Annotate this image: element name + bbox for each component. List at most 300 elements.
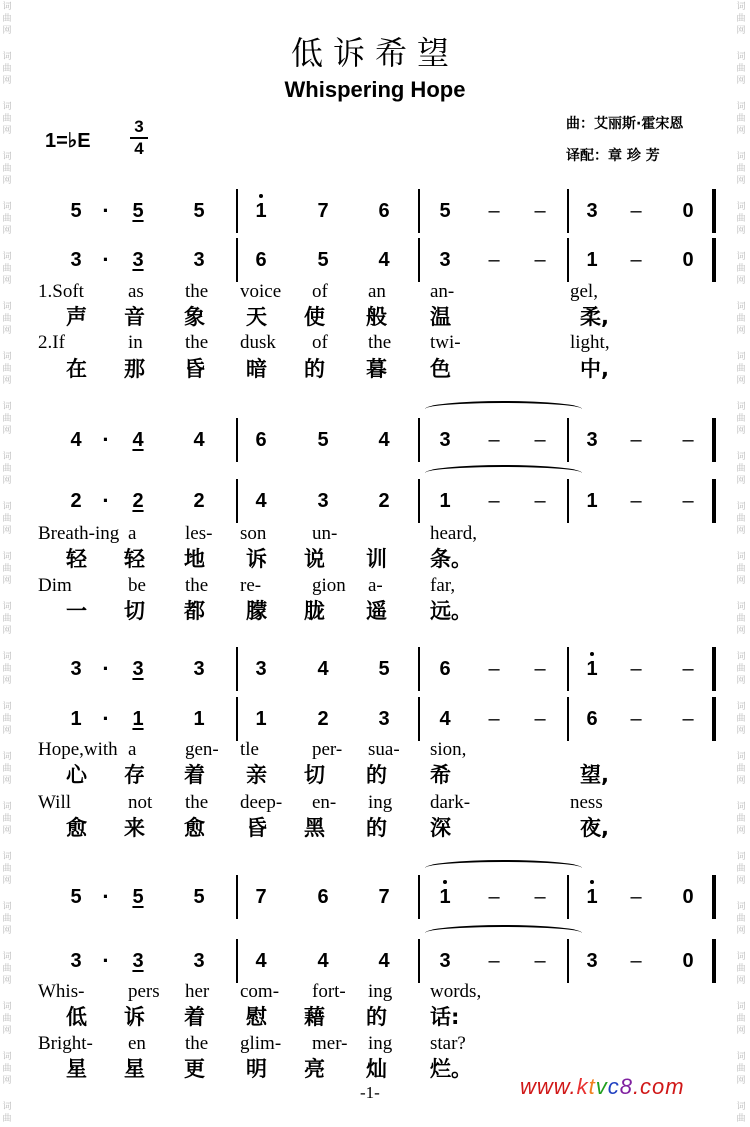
lyric-english[interactable]: a (128, 739, 137, 760)
lyric-english[interactable]: com- (240, 981, 280, 1002)
watermark-char: 网 (736, 126, 746, 136)
note[interactable]: 4 (439, 708, 451, 730)
lyric-english[interactable]: in (128, 332, 143, 353)
lyric-chinese[interactable]: 亮 (304, 1057, 325, 1081)
watermark-char: 网 (736, 576, 746, 586)
lyric-chinese[interactable]: 说 (304, 547, 325, 571)
lyric-chinese[interactable]: 暮 (366, 357, 387, 381)
lyric-chinese[interactable]: 着 (184, 1005, 205, 1029)
note[interactable]: 1 (433, 885, 457, 909)
lyric-chinese[interactable]: 色 (430, 357, 451, 381)
note[interactable]: – (488, 490, 500, 512)
lyric-english[interactable]: gen- (185, 739, 219, 760)
note[interactable]: 3 (132, 658, 144, 680)
watermark-char: 曲 (2, 814, 12, 824)
note[interactable]: – (488, 950, 500, 972)
note[interactable]: 1 (70, 708, 82, 730)
lyric-chinese[interactable]: 望, (580, 763, 609, 787)
note[interactable]: 5 (193, 886, 205, 908)
watermark-char: 曲 (2, 714, 12, 724)
note[interactable]: 4 (378, 429, 390, 451)
high-octave-dot[interactable] (590, 652, 594, 656)
lyric-chinese[interactable]: 低 (66, 1005, 87, 1029)
note[interactable]: · (102, 884, 110, 909)
lyric-english[interactable]: a- (368, 575, 383, 596)
lyric-english[interactable]: deep- (240, 792, 283, 813)
lyric-english[interactable]: Hope,with (38, 739, 118, 760)
lyric-english[interactable]: gel, (570, 281, 598, 302)
lyric-chinese[interactable]: 般 (366, 305, 387, 329)
lyric-english[interactable]: mer- (312, 1033, 348, 1054)
watermark-char: 词 (2, 852, 12, 862)
note[interactable]: – (488, 200, 500, 222)
bar-line[interactable] (418, 647, 420, 691)
note[interactable]: 3 (586, 200, 598, 222)
lyric-english[interactable]: 1.Soft (38, 281, 84, 302)
bar-line[interactable] (712, 875, 716, 919)
lyric-chinese[interactable]: 的 (366, 816, 387, 840)
note[interactable]: 3 (193, 950, 205, 972)
lyric-english[interactable]: of (312, 332, 328, 353)
watermark-char: 词 (736, 252, 746, 262)
note[interactable]: 3 (193, 249, 205, 271)
lyric-chinese[interactable]: 诉 (124, 1005, 145, 1029)
note[interactable]: 7 (255, 886, 267, 908)
lyric-chinese[interactable]: 远。 (430, 599, 472, 623)
lyric-chinese[interactable]: 朦 (246, 599, 267, 623)
lyric-english[interactable]: ing (368, 792, 393, 813)
lyric-english[interactable]: star? (430, 1033, 466, 1054)
lyric-english[interactable]: glim- (240, 1033, 282, 1054)
note[interactable]: 3 (439, 429, 451, 451)
note[interactable]: – (534, 200, 546, 222)
watermark-char: 曲 (2, 1064, 12, 1074)
note[interactable]: 1 (255, 708, 267, 730)
note[interactable]: 1 (580, 657, 604, 681)
note[interactable]: – (534, 708, 546, 730)
note[interactable]: 4 (378, 249, 390, 271)
note[interactable]: – (630, 708, 642, 730)
lyric-english[interactable]: voice (240, 281, 282, 302)
note[interactable]: 5 (70, 200, 82, 222)
lyric-english[interactable]: of (312, 281, 328, 302)
note[interactable]: 3 (193, 658, 205, 680)
bar-line[interactable] (418, 238, 420, 282)
lyric-chinese[interactable]: 切 (304, 763, 325, 787)
lyric-english[interactable]: sion, (430, 739, 467, 760)
note[interactable]: 2 (378, 490, 390, 512)
lyric-english[interactable]: the (185, 575, 209, 596)
note[interactable]: 1 (580, 885, 604, 909)
lyric-chinese[interactable]: 胧 (304, 599, 325, 623)
note[interactable]: 1 (193, 708, 205, 730)
bar-line[interactable] (236, 875, 238, 919)
lyric-english[interactable]: gion (312, 575, 346, 596)
tie-arc[interactable] (425, 401, 582, 417)
lyric-chinese[interactable]: 亲 (246, 763, 267, 787)
lyric-chinese[interactable]: 训 (366, 547, 387, 571)
lyric-english[interactable]: an (368, 281, 386, 302)
note[interactable]: 6 (255, 249, 267, 271)
note[interactable]: 5 (439, 200, 451, 222)
watermark-char: 曲 (736, 14, 746, 24)
lyric-chinese[interactable]: 更 (184, 1057, 205, 1081)
lyric-chinese[interactable]: 使 (304, 305, 325, 329)
bar-line[interactable] (567, 479, 569, 523)
note[interactable]: 3 (70, 950, 82, 972)
lyric-chinese[interactable]: 愈 (184, 816, 205, 840)
note[interactable]: 1 (586, 490, 598, 512)
note[interactable]: 0 (682, 200, 694, 222)
note[interactable]: 4 (378, 950, 390, 972)
note[interactable]: 0 (682, 886, 694, 908)
lyric-chinese[interactable]: 希 (430, 763, 451, 787)
watermark-char: 词 (736, 502, 746, 512)
note[interactable]: 6 (378, 200, 390, 222)
note[interactable]: 1 (132, 708, 144, 730)
lyric-chinese[interactable]: 慰 (246, 1005, 267, 1029)
note[interactable]: 3 (255, 658, 267, 680)
watermark-char: 曲 (736, 514, 746, 524)
note[interactable]: – (630, 658, 642, 680)
lyric-chinese[interactable]: 着 (184, 763, 205, 787)
lyric-chinese[interactable]: 温 (430, 305, 451, 329)
watermark-char: 网 (2, 876, 12, 886)
note[interactable]: · (102, 948, 110, 973)
lyric-chinese[interactable]: 遥 (366, 599, 387, 623)
watermark-char: 词 (2, 252, 12, 262)
watermark-char: 词 (736, 902, 746, 912)
lyric-english[interactable]: the (185, 281, 209, 302)
note[interactable]: 3 (378, 708, 390, 730)
note[interactable]: 4 (132, 429, 144, 451)
lyric-chinese[interactable]: 的 (366, 763, 387, 787)
lyric-english[interactable]: the (185, 1033, 209, 1054)
lyric-english[interactable]: ing (368, 1033, 393, 1054)
note[interactable]: – (682, 708, 694, 730)
lyric-chinese[interactable]: 夜, (580, 816, 609, 840)
watermark-char: 词 (2, 602, 12, 612)
bar-line[interactable] (567, 238, 569, 282)
bar-line[interactable] (236, 647, 238, 691)
lyric-english[interactable]: Breath-ing (38, 523, 120, 544)
page-number: -1- (360, 1083, 380, 1102)
bar-line[interactable] (712, 479, 716, 523)
watermark-char: 曲 (2, 1014, 12, 1024)
bar-line[interactable] (418, 479, 420, 523)
lyric-english[interactable]: Dim (38, 575, 72, 596)
lyric-chinese[interactable]: 星 (124, 1057, 145, 1081)
watermark-char: 词 (736, 552, 746, 562)
lyric-chinese[interactable]: 一 (66, 599, 87, 623)
note[interactable]: – (630, 886, 642, 908)
lyric-chinese[interactable]: 那 (124, 357, 145, 381)
note[interactable]: – (682, 490, 694, 512)
note[interactable]: – (534, 490, 546, 512)
lyric-chinese[interactable]: 轻 (66, 547, 87, 571)
note[interactable]: 0 (682, 950, 694, 972)
note[interactable]: – (630, 950, 642, 972)
note[interactable]: – (534, 429, 546, 451)
lyric-chinese[interactable]: 深 (430, 816, 451, 840)
bar-line[interactable] (567, 697, 569, 741)
bar-line[interactable] (712, 189, 716, 233)
lyric-chinese[interactable]: 心 (66, 763, 87, 787)
note[interactable]: – (488, 249, 500, 271)
watermark-char: 网 (736, 276, 746, 286)
bar-line[interactable] (712, 238, 716, 282)
note[interactable]: – (682, 658, 694, 680)
watermark-char: 词 (2, 702, 12, 712)
note[interactable]: – (534, 658, 546, 680)
note[interactable]: – (630, 249, 642, 271)
lyric-english[interactable]: Bright- (38, 1033, 93, 1054)
lyric-english[interactable]: twi- (430, 332, 461, 353)
lyric-english[interactable]: ness (570, 792, 603, 813)
note[interactable]: 3 (439, 249, 451, 271)
high-octave-dot[interactable] (259, 194, 263, 198)
lyric-chinese[interactable]: 来 (124, 816, 145, 840)
note[interactable]: – (534, 886, 546, 908)
note[interactable]: 3 (317, 490, 329, 512)
lyric-chinese[interactable]: 切 (124, 599, 145, 623)
lyric-chinese[interactable]: 诉 (246, 547, 267, 571)
lyric-english[interactable]: re- (240, 575, 262, 596)
note[interactable]: 1 (586, 249, 598, 271)
note[interactable]: 3 (586, 429, 598, 451)
watermark-char: 曲 (2, 464, 12, 474)
lyric-chinese[interactable]: 话: (430, 1005, 460, 1029)
note[interactable]: · (102, 247, 110, 272)
lyric-chinese[interactable]: 黑 (304, 816, 325, 840)
lyric-chinese[interactable]: 昏 (184, 357, 205, 381)
lyric-chinese[interactable]: 灿 (366, 1057, 387, 1081)
note[interactable]: 2 (132, 490, 144, 512)
lyric-chinese[interactable]: 暗 (246, 357, 267, 381)
bar-line[interactable] (712, 418, 716, 462)
note[interactable]: 5 (132, 200, 144, 222)
note[interactable]: 3 (70, 658, 82, 680)
note[interactable]: 3 (70, 249, 82, 271)
lyric-english[interactable]: per- (312, 739, 343, 760)
lyric-english[interactable]: as (128, 281, 144, 302)
lyric-chinese[interactable]: 象 (184, 305, 205, 329)
bar-line[interactable] (418, 418, 420, 462)
note[interactable]: – (534, 950, 546, 972)
note[interactable]: 7 (378, 886, 390, 908)
lyric-english[interactable]: light, (570, 332, 610, 353)
note[interactable]: 3 (132, 249, 144, 271)
lyric-english[interactable]: far, (430, 575, 456, 596)
lyric-chinese[interactable]: 轻 (124, 547, 145, 571)
note[interactable]: 3 (132, 950, 144, 972)
watermark-char: 网 (736, 776, 746, 786)
lyric-english[interactable]: words, (430, 981, 482, 1002)
high-octave-dot[interactable] (590, 880, 594, 884)
lyric-english[interactable]: the (185, 332, 209, 353)
note[interactable]: 6 (317, 886, 329, 908)
lyric-chinese[interactable]: 烂。 (430, 1057, 472, 1081)
lyric-english[interactable]: un- (312, 523, 338, 544)
bar-line[interactable] (236, 939, 238, 983)
note[interactable]: – (682, 429, 694, 451)
lyric-chinese[interactable]: 音 (124, 305, 145, 329)
tie-arc[interactable] (425, 860, 582, 876)
note[interactable]: 4 (70, 429, 82, 451)
lyric-chinese[interactable]: 都 (184, 599, 205, 623)
bar-line[interactable] (567, 189, 569, 233)
note[interactable]: 6 (586, 708, 598, 730)
note[interactable]: 4 (317, 950, 329, 972)
lyric-english[interactable]: 2.If (38, 332, 65, 353)
bar-line[interactable] (567, 875, 569, 919)
lyric-chinese[interactable]: 存 (124, 763, 145, 787)
lyric-chinese[interactable]: 藉 (304, 1005, 325, 1029)
time-signature-top: 3 (134, 117, 144, 136)
lyric-english[interactable]: en- (312, 792, 337, 813)
bar-line[interactable] (418, 189, 420, 233)
watermark-char: 词 (2, 2, 12, 12)
site-url-part: k (576, 1074, 589, 1099)
lyric-english[interactable]: sua- (368, 739, 400, 760)
lyric-english[interactable]: her (185, 981, 210, 1002)
lyric-english[interactable]: tle (240, 739, 259, 760)
note[interactable]: – (534, 249, 546, 271)
bar-line[interactable] (712, 697, 716, 741)
lyric-english[interactable]: fort- (312, 981, 346, 1002)
note[interactable]: · (102, 427, 110, 452)
note[interactable]: 5 (317, 429, 329, 451)
bar-line[interactable] (418, 939, 420, 983)
note[interactable]: – (488, 429, 500, 451)
note[interactable]: – (630, 490, 642, 512)
lyric-chinese[interactable]: 声 (66, 305, 87, 329)
watermark-char: 词 (2, 552, 12, 562)
lyric-english[interactable]: be (128, 575, 146, 596)
note[interactable]: 0 (682, 249, 694, 271)
lyric-english[interactable]: Will (38, 792, 72, 813)
note[interactable]: 4 (255, 490, 267, 512)
lyric-english[interactable]: the (185, 792, 209, 813)
lyric-chinese[interactable]: 的 (304, 357, 325, 381)
watermark-char: 曲 (736, 564, 746, 574)
lyric-english[interactable]: pers (128, 981, 160, 1002)
lyric-chinese[interactable]: 星 (66, 1057, 87, 1081)
note[interactable]: – (488, 708, 500, 730)
note[interactable]: · (102, 656, 110, 681)
high-octave-dot[interactable] (443, 880, 447, 884)
note[interactable]: 2 (193, 490, 205, 512)
lyric-chinese[interactable]: 柔, (580, 305, 609, 329)
tie-arc[interactable] (425, 925, 582, 941)
note[interactable]: · (102, 198, 110, 223)
note[interactable]: 4 (255, 950, 267, 972)
lyric-english[interactable]: Whis- (38, 981, 85, 1002)
bar-line[interactable] (236, 697, 238, 741)
bar-line[interactable] (236, 238, 238, 282)
note[interactable]: 6 (439, 658, 451, 680)
note[interactable]: · (102, 706, 110, 731)
lyric-english[interactable]: heard, (430, 523, 477, 544)
bar-line[interactable] (236, 189, 238, 233)
lyric-english[interactable]: a (128, 523, 137, 544)
lyric-chinese[interactable]: 地 (184, 547, 205, 571)
lyric-chinese[interactable]: 在 (66, 357, 87, 381)
note[interactable]: 3 (439, 950, 451, 972)
bar-line[interactable] (567, 418, 569, 462)
watermark-char: 曲 (2, 64, 12, 74)
lyric-english[interactable]: an- (430, 281, 455, 302)
watermark-char: 网 (2, 676, 12, 686)
note[interactable]: 5 (132, 886, 144, 908)
lyric-chinese[interactable]: 明 (246, 1057, 267, 1081)
note[interactable]: – (630, 429, 642, 451)
note[interactable]: 1 (249, 199, 273, 223)
lyric-english[interactable]: not (128, 792, 153, 813)
lyric-chinese[interactable]: 愈 (66, 816, 87, 840)
watermark-char: 词 (736, 652, 746, 662)
lyric-chinese[interactable]: 天 (246, 305, 267, 329)
watermark-char: 网 (736, 726, 746, 736)
composer-credit: 曲：艾丽斯·霍宋恩 (566, 116, 684, 132)
bar-line[interactable] (712, 939, 716, 983)
note[interactable]: 5 (70, 886, 82, 908)
note[interactable]: 2 (317, 708, 329, 730)
watermark-char: 词 (736, 402, 746, 412)
watermark-char: 曲 (2, 664, 12, 674)
bar-line[interactable] (418, 875, 420, 919)
bar-line[interactable] (236, 479, 238, 523)
watermark-char: 词 (2, 452, 12, 462)
lyric-english[interactable]: dark- (430, 792, 471, 813)
lyric-english[interactable]: les- (185, 523, 213, 544)
lyric-chinese[interactable]: 昏 (246, 816, 267, 840)
watermark-char: 网 (736, 1076, 746, 1086)
note[interactable]: 3 (586, 950, 598, 972)
lyric-english[interactable]: the (368, 332, 392, 353)
note[interactable]: 4 (317, 658, 329, 680)
note[interactable]: – (630, 200, 642, 222)
lyric-chinese[interactable]: 的 (366, 1005, 387, 1029)
bar-line[interactable] (567, 647, 569, 691)
bar-line[interactable] (712, 647, 716, 691)
note[interactable]: 5 (193, 200, 205, 222)
note[interactable]: 6 (255, 429, 267, 451)
lyric-english[interactable]: dusk (240, 332, 276, 353)
note[interactable]: · (102, 488, 110, 513)
note[interactable]: 5 (378, 658, 390, 680)
lyric-chinese[interactable]: 中, (580, 357, 609, 381)
note[interactable]: 2 (70, 490, 82, 512)
bar-line[interactable] (418, 697, 420, 741)
tie-arc[interactable] (425, 465, 582, 481)
site-url-part: c (607, 1074, 620, 1099)
bar-line[interactable] (567, 939, 569, 983)
lyric-english[interactable]: en (128, 1033, 146, 1054)
watermark-char: 词 (2, 652, 12, 662)
note[interactable]: – (488, 658, 500, 680)
note[interactable]: 5 (317, 249, 329, 271)
lyric-chinese[interactable]: 条。 (430, 547, 472, 571)
watermark-char: 网 (2, 476, 12, 486)
bar-line[interactable] (236, 418, 238, 462)
note[interactable]: – (488, 886, 500, 908)
note[interactable]: 4 (193, 429, 205, 451)
lyric-english[interactable]: son (240, 523, 267, 544)
lyric-english[interactable]: ing (368, 981, 393, 1002)
note[interactable]: 1 (439, 490, 451, 512)
note[interactable]: 7 (317, 200, 329, 222)
